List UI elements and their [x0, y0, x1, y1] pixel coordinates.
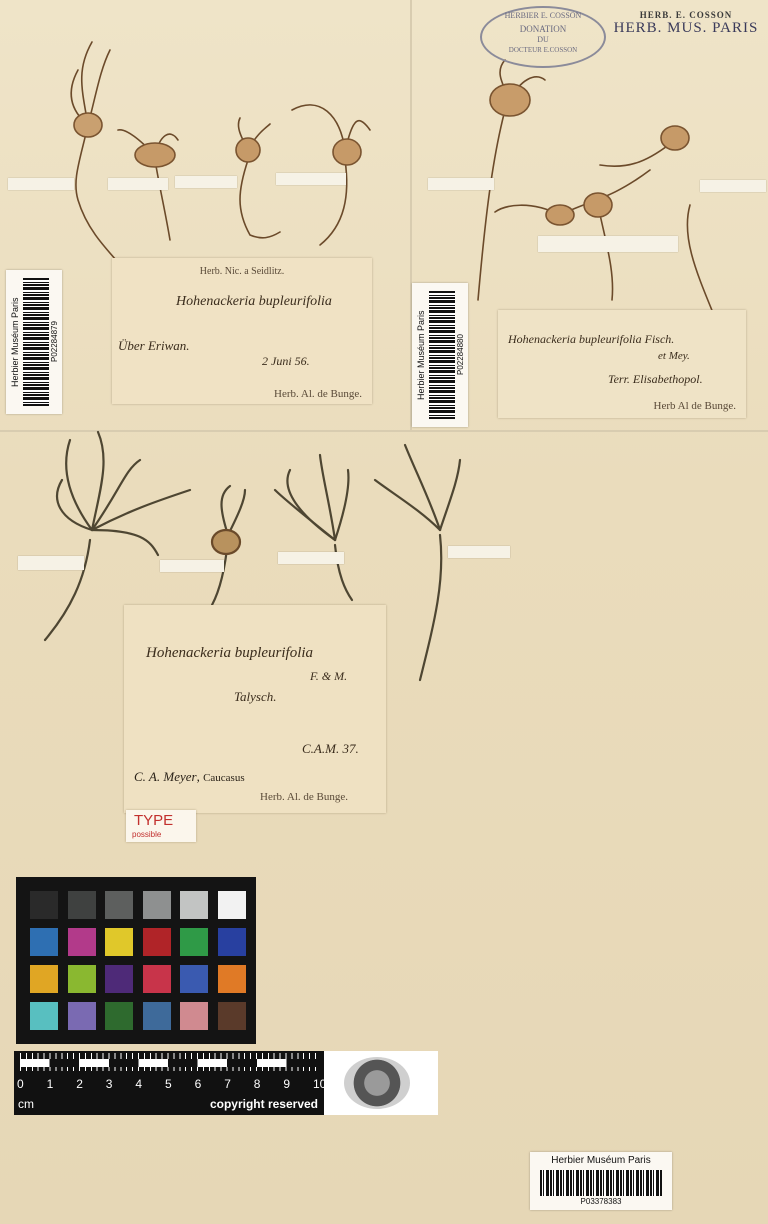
color-swatch: [68, 1002, 96, 1030]
tape-strip: [108, 178, 168, 190]
barcode-bars: [23, 278, 49, 406]
label-collector: [134, 769, 245, 785]
ruler-unit: cm: [18, 1097, 34, 1111]
color-swatch: [30, 965, 58, 993]
color-swatch: [143, 891, 171, 919]
cosson-collection: HERB. E. COSSON: [639, 10, 733, 20]
barcode-number: P02284880: [456, 334, 465, 376]
barcode-card-middle: [412, 283, 468, 427]
color-swatch: [180, 1002, 208, 1030]
specimen-top-left-3: [236, 118, 280, 238]
color-swatch: [30, 1002, 58, 1030]
ruler-number: 0: [17, 1077, 24, 1091]
label-species: Hohenackeria bupleurifolia: [146, 645, 314, 661]
color-swatch: [105, 928, 133, 956]
type-label: [126, 810, 196, 842]
tape-strip: [448, 546, 510, 558]
collector-region: Caucasus: [203, 772, 245, 784]
barcode-card-left: [6, 270, 62, 414]
color-swatch: [68, 891, 96, 919]
tape-strip: [428, 178, 494, 190]
label-locality: Über Eriwan.: [118, 338, 190, 353]
ruler-stripe: [20, 1059, 316, 1067]
scale-ruler: [14, 1051, 438, 1115]
collector-separator: ,: [196, 769, 204, 784]
color-swatch: [218, 928, 246, 956]
label-species: Hohenackeria bupleurifolia: [176, 294, 332, 309]
color-swatch: [143, 1002, 171, 1030]
barcode-institution: Herbier Muséum Paris: [10, 297, 20, 387]
label-footer: Herb. Al. de Bunge.: [274, 388, 362, 400]
stamp-line-1: HERBIER E. COSSON: [504, 11, 582, 20]
label-meyer: [124, 605, 386, 813]
color-swatch: [218, 965, 246, 993]
tape-strip: [538, 236, 678, 252]
color-calibration-chart: [16, 877, 256, 1044]
cosson-header: [606, 10, 766, 37]
specimen-middle-2: [212, 486, 245, 605]
stamp-line-2: DONATION: [519, 24, 567, 34]
barcode-bars: [429, 291, 455, 419]
label-locality: Talysch.: [234, 689, 277, 704]
label-authority: F. & M.: [310, 669, 348, 683]
color-swatch: [105, 891, 133, 919]
tape-strip: [160, 560, 224, 572]
ruler-number: 4: [135, 1077, 143, 1091]
ruler-number: 10: [313, 1077, 327, 1091]
tape-strip: [700, 180, 766, 192]
label-footer: Herb. Al. de Bunge.: [260, 791, 348, 803]
copyright-text: copyright reserved: [209, 1097, 318, 1111]
color-swatch: [180, 928, 208, 956]
barcode-number: P03378383: [580, 1197, 622, 1206]
color-swatch: [180, 965, 208, 993]
stamp-line-3: DU: [537, 35, 549, 44]
donation-stamp: [480, 6, 606, 68]
museum-seal-icon: [344, 1057, 410, 1109]
color-swatch: [30, 891, 58, 919]
specimen-middle-4: [375, 445, 460, 680]
ruler-number: 5: [165, 1077, 172, 1091]
barcode-number: P02284879: [50, 321, 59, 363]
museum-name: HERB. MUS. PARIS: [613, 20, 759, 36]
specimen-top-right-2: [495, 126, 720, 330]
ruler-number: 6: [194, 1077, 202, 1091]
color-swatch: [105, 965, 133, 993]
tape-strip: [175, 176, 237, 188]
color-swatch: [68, 965, 96, 993]
ruler-number: 8: [253, 1077, 261, 1091]
color-swatch: [143, 928, 171, 956]
barcode-card-bottom: [530, 1152, 672, 1210]
ruler-number: 1: [46, 1077, 54, 1091]
ruler-number: 7: [224, 1077, 231, 1091]
color-swatch: [68, 928, 96, 956]
label-seidlitz: [112, 258, 372, 404]
label-elisabethpol: [498, 310, 746, 418]
color-swatch: [218, 1002, 246, 1030]
collector-name: C. A. Meyer: [134, 769, 197, 784]
specimen-middle-3: [275, 455, 352, 600]
ruler-number: 2: [76, 1077, 83, 1091]
color-swatch: [218, 891, 246, 919]
label-footer: Herb Al de Bunge.: [653, 400, 736, 412]
label-header: Herb. Nic. a Seidlitz.: [199, 266, 285, 277]
label-date: 2 Juni 56.: [262, 354, 310, 368]
label-initials: C.A.M. 37.: [302, 741, 359, 756]
color-swatch: [143, 965, 171, 993]
ruler-bar: [14, 1051, 327, 1115]
label-locality: Terr. Elisabethopol.: [608, 372, 703, 386]
stamp-line-4: DOCTEUR E.COSSON: [508, 46, 578, 54]
ruler-number: 9: [283, 1077, 291, 1091]
color-swatch: [180, 891, 208, 919]
type-title: TYPE: [134, 812, 174, 829]
barcode-institution: Herbier Muséum Paris: [551, 1155, 651, 1166]
label-species: Hohenackeria bupleurifolia Fisch.: [508, 332, 675, 346]
type-note: possible: [132, 830, 162, 839]
barcode-bars: [540, 1170, 662, 1196]
ruler-number: 3: [105, 1077, 113, 1091]
tape-strip: [8, 178, 74, 190]
color-swatch: [30, 928, 58, 956]
color-swatch: [105, 1002, 133, 1030]
tape-strip: [276, 173, 346, 185]
barcode-institution: Herbier Muséum Paris: [416, 310, 426, 400]
tape-strip: [18, 556, 84, 570]
label-authority: et Mey.: [658, 350, 690, 362]
tape-strip: [278, 552, 344, 564]
